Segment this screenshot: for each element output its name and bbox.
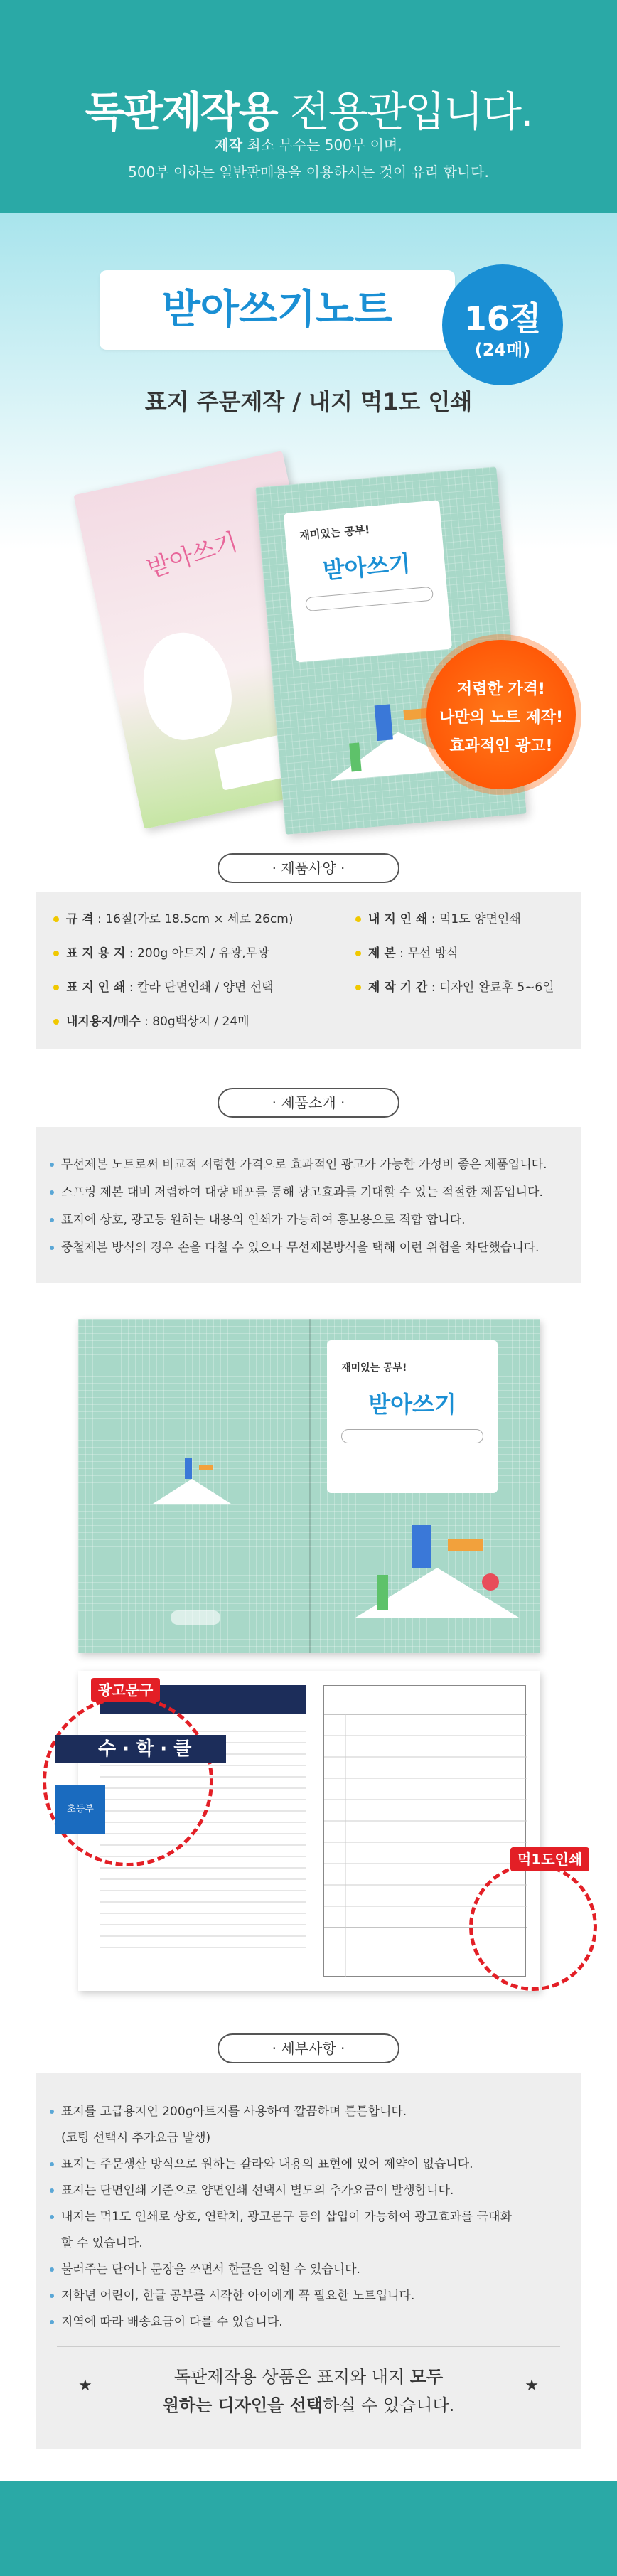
back-logo [171, 1610, 220, 1625]
top-banner [0, 0, 617, 213]
promo-line-1: 저렴한 가격! [457, 680, 545, 698]
spread-cover-card [327, 1340, 498, 1493]
notice-line-1: ★ 독판제작용 상품은 표지와 내지 모두 [78, 2367, 444, 2395]
promo-line-2: 나만의 노트 제작! [439, 709, 564, 727]
intro-heading: · 제품소개 · [218, 1088, 399, 1118]
ink-tag: 먹1도인쇄 [510, 1847, 589, 1871]
details-item: 불러주는 단어나 문장을 쓰면서 한글을 익힐 수 있습니다. [50, 2259, 360, 2277]
spread-cover-title: 받아쓰기 [368, 1391, 456, 1418]
spec-row-cover-print: 표 지 인 쇄 : 칼라 단면인쇄 / 양면 선택 [53, 977, 274, 995]
banner-line-1-bold: 제작 [215, 137, 243, 154]
back-cover-title: 받아쓰기 [144, 528, 242, 584]
banner-line-1-rest: 최소 부수는 500부 이며, [247, 137, 402, 154]
ad-text: 수 · 학 · 클 [55, 1735, 226, 1763]
promo-line-3: 효과적인 광고! [449, 737, 553, 755]
notice-box [57, 2346, 560, 2417]
details-item: 표지는 단면인쇄 기준으로 양면인쇄 선택시 별도의 추가요금이 발생합니다. [50, 2180, 454, 2198]
details-heading: · 세부사항 · [218, 2033, 399, 2063]
spec-row-period: 제 작 기 간 : 디자인 완료후 5~6일 [355, 977, 554, 995]
details-item: 표지를 고급용지인 200g아트지를 사용하여 깔끔하며 튼튼합니다. [50, 2101, 407, 2119]
intro-panel [36, 1127, 581, 1283]
cover-card [284, 500, 452, 662]
ad-highlight-circle [43, 1696, 213, 1866]
ink-highlight-circle [469, 1863, 597, 1991]
product-subtitle: 표지 주문제작 / 내지 먹1도 인쇄 [144, 388, 473, 415]
intro-item: 무선제본 노트로써 비교적 저렴한 가격으로 효과적인 광고가 가능한 가성비 좋은 제품입니다. [50, 1154, 547, 1172]
intro-item: 스프링 제본 대비 저렴하여 대량 배포를 통해 광고효과를 기대할 수 있는 적절한 제품입니다. [50, 1182, 543, 1199]
spec-row-inner-paper: 내지용지/매수 : 80g백상지 / 24매 [53, 1011, 250, 1029]
banner-title-rest: 전용관입니다. [289, 87, 532, 136]
spread-name-field [341, 1429, 483, 1443]
spine [309, 1319, 311, 1653]
details-item: 표지는 주문생산 방식으로 원하는 칼라와 내용의 표현에 있어 제약이 없습니다. [50, 2154, 473, 2171]
banner-line-2: 500부 이하는 일반판매용을 이용하시는 것이 유리 합니다. [128, 164, 489, 181]
banner-title [0, 78, 617, 138]
notice-line-2: 원하는 디자인을 선택하실 수 있습니다. ★ [162, 2377, 539, 2415]
spec-row-cover-paper: 표 지 용 지 : 200g 아트지 / 유광,무광 [53, 943, 269, 961]
spread-kids-illustration [348, 1511, 526, 1632]
cover-title: 받아쓰기 [321, 550, 412, 584]
star-icon: ★ [78, 2377, 92, 2395]
spec-heading: · 제품사양 · [218, 853, 399, 883]
size-badge [442, 264, 563, 385]
spec-row-binding: 제 본 : 무선 방식 [355, 943, 458, 961]
details-item-cont: 할 수 있습니다. [61, 2236, 143, 2250]
back-illustration [149, 1454, 235, 1511]
spec-row-size: 규 격 : 16절(가로 18.5cm × 세로 26cm) [53, 909, 293, 926]
promo-badge [426, 640, 576, 789]
cover-small-text: 재미있는 공부! [299, 523, 370, 543]
product-name: 받아쓰기노트 [100, 270, 455, 350]
banner-title-bold: 독판제작용 [85, 87, 277, 136]
details-item: 내지는 먹1도 인쇄로 상호, 연락처, 광고문구 등의 삽입이 가능하여 광고효과를 극대화 [50, 2206, 512, 2224]
ad-tag: 광고문구 [91, 1678, 160, 1702]
bottom-bar [0, 2481, 617, 2576]
intro-item: 표지에 상호, 광고등 원하는 내용의 인쇄가 가능하여 홍보용으로 적합 합니다. [50, 1209, 466, 1227]
details-item: 저학년 어린이, 한글 공부를 시작한 아이에게 꼭 필요한 노트입니다. [50, 2285, 414, 2303]
sheets-label: (24매) [474, 340, 531, 360]
banner-line-1 [0, 134, 617, 154]
spread-cover-small: 재미있는 공부! [341, 1362, 407, 1374]
spec-row-inner-print: 내 지 인 쇄 : 먹1도 양면인쇄 [355, 909, 521, 926]
intro-item: 중철제본 방식의 경우 손을 다칠 수 있으나 무선제본방식을 택해 이런 위험을 차단했습니다. [50, 1237, 539, 1255]
cover-spread-image [78, 1319, 540, 1653]
details-item: 지역에 따라 배송요금이 다를 수 있습니다. [50, 2312, 283, 2329]
name-field [305, 587, 434, 612]
star-icon: ★ [525, 2377, 539, 2395]
bunny-illustration [134, 624, 240, 747]
ad-side-label: 초등부 [55, 1785, 105, 1834]
size-label: 16절 [463, 299, 542, 338]
details-item-note: (코팅 선택시 추가요금 발생) [61, 2131, 211, 2145]
